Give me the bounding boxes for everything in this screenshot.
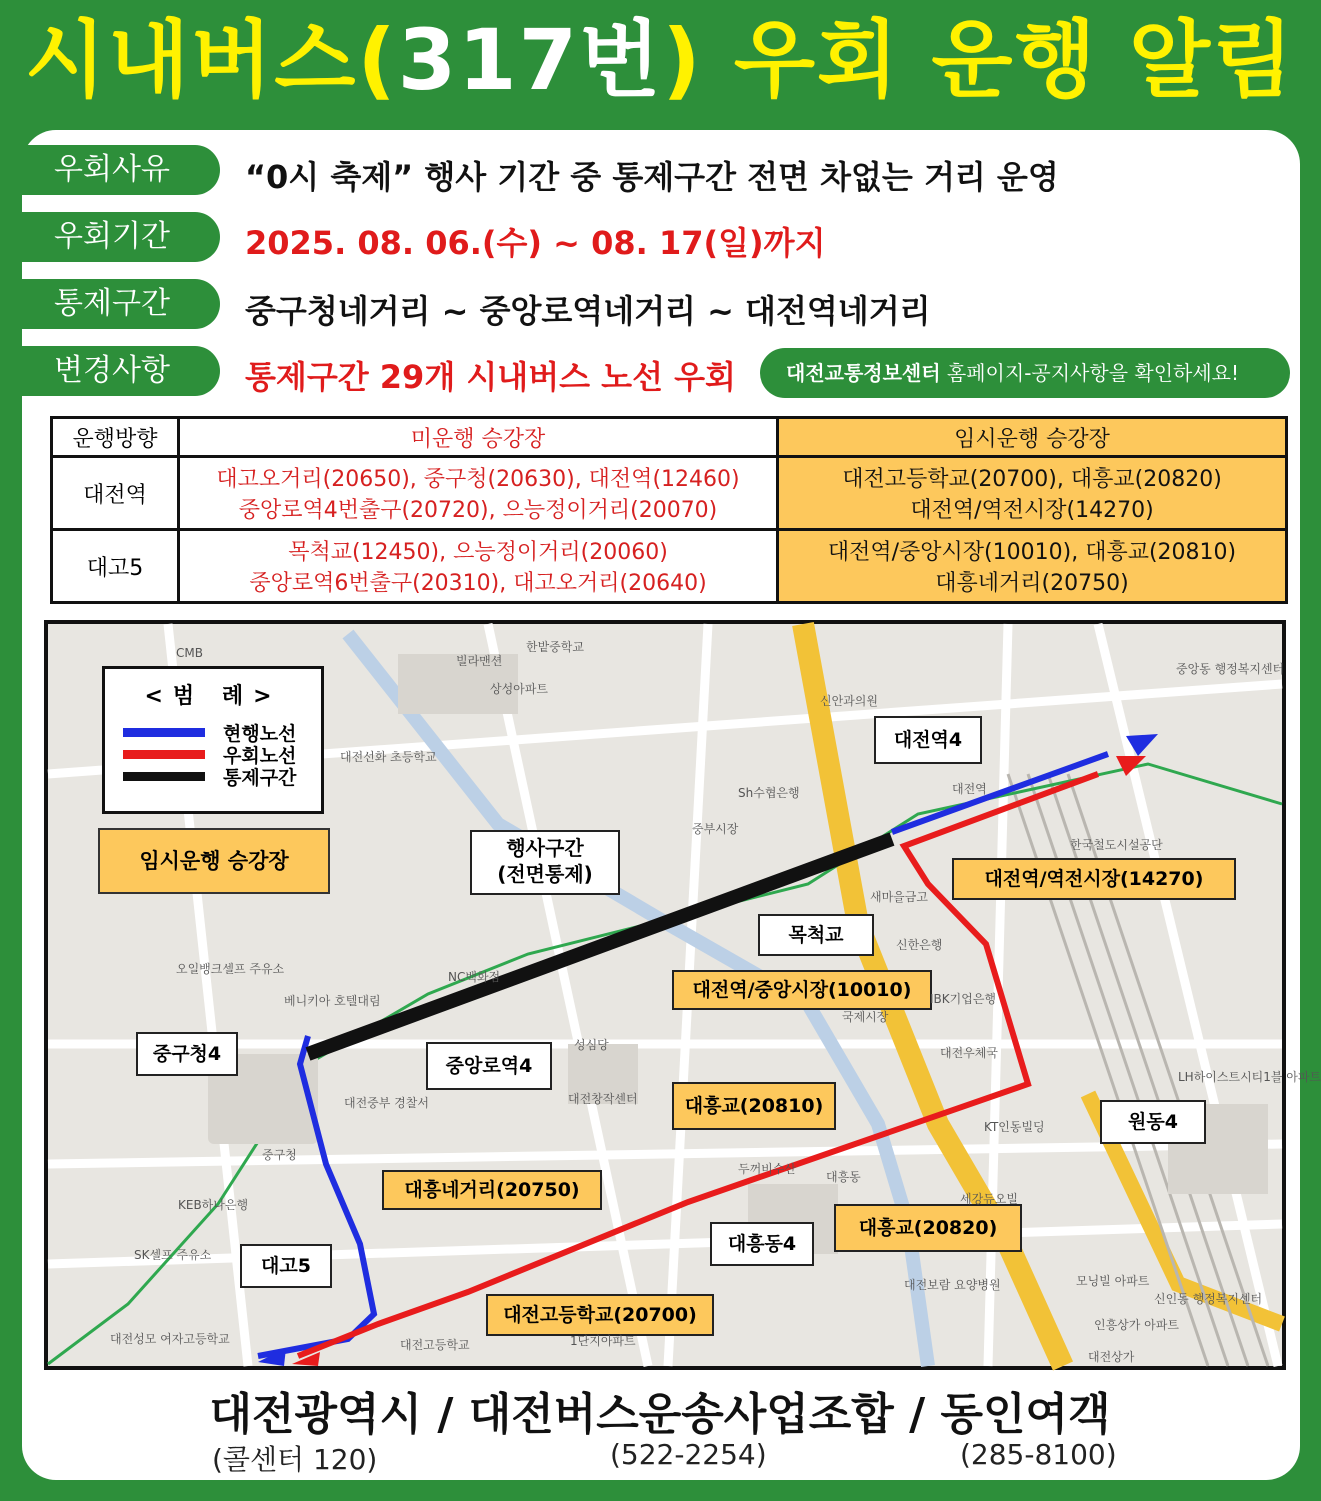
map-label: LH하이스트시티1블 아파트 [1178,1070,1321,1084]
stops-table [50,416,1288,604]
map-label: 베니키아 호텔대림 [284,994,381,1008]
title-part1: 시내버스( [24,11,398,109]
map-label: 세강듀오빌 [960,1192,1018,1206]
label-detour-period: 우회기간 [22,212,220,262]
map-label: 대전보람 요양병원 [904,1278,1001,1292]
map-label: 중구청 [262,1148,297,1162]
temp-line: 대전역/역전시장(14270) [910,498,1154,523]
legend-title: <범 례> [144,684,282,709]
temp-stop-central-market: 대전역/중앙시장(10010) [672,970,932,1010]
event-zone-callout [470,830,620,895]
label-detour-reason: 우회사유 [22,145,220,195]
footer-phone-union: (522-2254) [610,1438,767,1471]
map-label: 대전우체국 [940,1046,998,1060]
temp-stop-daeheunggyo-20820: 대흥교(20820) [834,1204,1022,1252]
map-label: 한국철도시설공단 [1070,838,1163,852]
label-changes: 변경사항 [22,346,220,396]
row-temporary [778,457,1287,530]
row-missed [179,457,778,530]
map-label: SK셀프 주유소 [134,1248,212,1262]
map-label: 중앙동 행정복지센터 [1176,662,1285,676]
title-route-number: 317번 [397,11,663,109]
legend-swatch-detour [123,750,205,759]
map-label: 중부시장 [692,822,739,836]
changes-text: 통제구간 29개 시내버스 노선 우회 [245,358,736,396]
row-direction: 대전역 [52,457,179,530]
map-label: 대전성모 여자고등학교 [110,1332,230,1346]
map-label: KT인동빌딩 [984,1120,1045,1134]
map-label: 대전선화 초등학교 [340,750,437,764]
table-header-row [52,418,1287,457]
route-map [44,620,1321,1370]
map-label: 신인동 행정복지센터 [1154,1292,1263,1306]
missed-line: 목척교(12450), 으능정이거리(20060) [288,540,668,565]
event-zone-line1: 행사구간 [506,836,584,860]
missed-line: 중앙로역6번출구(20310), 대고오거리(20640) [249,571,707,596]
map-label: Sh수협은행 [738,786,800,800]
detour-period-text: 2025. 08. 06.(수) ~ 08. 17(일)까지 [245,224,826,262]
map-label: 새마을금고 [870,890,928,904]
legend-item-control [123,765,313,787]
row-missed [179,530,778,603]
jungangro-station4-callout: 중앙로역4 [426,1042,552,1090]
map-label: 빌라맨션 [456,654,503,668]
header-temp-stops: 임시운행 승강장 [778,418,1287,457]
row-temporary [778,530,1287,603]
missed-line: 중앙로역4번출구(20720), 으능정이거리(20070) [238,498,718,523]
temp-stop-station-market: 대전역/역전시장(14270) [952,858,1236,900]
wondong4-callout: 원동4 [1100,1100,1206,1144]
header-missed-stops: 미운행 승강장 [179,418,778,457]
map-label: 대전창작센터 [568,1092,638,1106]
temp-stop-daeheung-crossroad: 대흥네거리(20750) [382,1170,602,1210]
temp-stop-daejeon-high: 대전고등학교(20700) [486,1294,714,1336]
daego5-callout: 대고5 [240,1244,332,1288]
map-label: 신한은행 [896,938,943,952]
row-direction: 대고5 [52,530,179,603]
temp-stop-daeheunggyo-20810: 대흥교(20810) [672,1082,836,1130]
map-label: 두꺼비수산 [738,1162,796,1176]
map-legend [102,666,324,814]
legend-swatch-control [123,772,205,781]
map-label: 대전고등학교 [400,1338,470,1352]
map-label: NC백화점 [448,970,501,984]
detour-reason-text: “0시 축제” 행사 기간 중 통제구간 전면 차없는 거리 운영 [245,158,1059,196]
missed-line: 대고오거리(20650), 중구청(20630), 대전역(12460) [216,467,740,492]
map-label: 대흥동 [826,1170,861,1184]
title-part2: ) 우회 운행 알림 [662,11,1296,109]
legend-temp-stop: 임시운행 승강장 [98,828,330,894]
page-title [0,0,1320,120]
footer-phone-company: (285-8100) [960,1438,1117,1471]
map-label: 한밭중학교 [526,640,584,654]
temp-line: 대전고등학교(20700), 대흥교(20820) [842,467,1222,492]
legend-item-current [123,721,313,743]
mokcheokgyo-callout: 목척교 [758,914,874,956]
map-label: 상성아파트 [490,682,548,696]
label-control-section: 통제구간 [22,279,220,329]
notice-pill [760,348,1290,398]
header-direction: 운행방향 [52,418,179,457]
event-zone-line2: (전면통제) [497,862,593,886]
map-label: 신안과의원 [820,694,878,708]
map-label: 대전상가 [1088,1350,1135,1364]
map-label: 1단지아파트 [570,1334,636,1348]
legend-item-detour [123,743,313,765]
legend-label-current: 현행노선 [223,723,297,745]
table-row [52,530,1287,603]
map-label: 국제시장 [842,1010,889,1024]
legend-label-detour: 우회노선 [223,745,297,767]
map-label: 성심당 [574,1038,609,1052]
map-label: 대전역 [952,782,987,796]
map-label: KEB하나은행 [178,1198,249,1212]
notice-rest: 홈페이지-공지사항을 확인하세요! [940,361,1239,385]
daeheungdong4-callout: 대흥동4 [710,1222,814,1266]
legend-label-control: 통제구간 [223,767,297,789]
notice-center: 대전교통정보센터 [786,361,941,385]
table-row [52,457,1287,530]
daejeon-station4-callout: 대전역4 [874,716,982,764]
legend-swatch-current [123,728,205,737]
map-label: 대전중부 경찰서 [344,1096,429,1110]
control-section-text: 중구청네거리 ~ 중앙로역네거리 ~ 대전역네거리 [245,292,931,330]
map-label: 모닝빌 아파트 [1076,1274,1150,1288]
temp-line: 대흥네거리(20750) [935,571,1129,596]
map-label: 오일뱅크셀프 주유소 [176,962,285,976]
temp-line: 대전역/중앙시장(10010), 대흥교(20810) [827,540,1237,565]
map-label: IBK기업은행 [930,992,997,1006]
junggu-office4-callout: 중구청4 [136,1032,238,1076]
map-label: 인흥상가 아파트 [1094,1318,1179,1332]
footer-organizations: 대전광역시 / 대전버스운송사업조합 / 동인여객 [209,1389,1111,1440]
map-label: CMB [176,646,203,660]
footer-phone-callcenter: (콜센터 120) [212,1443,378,1476]
